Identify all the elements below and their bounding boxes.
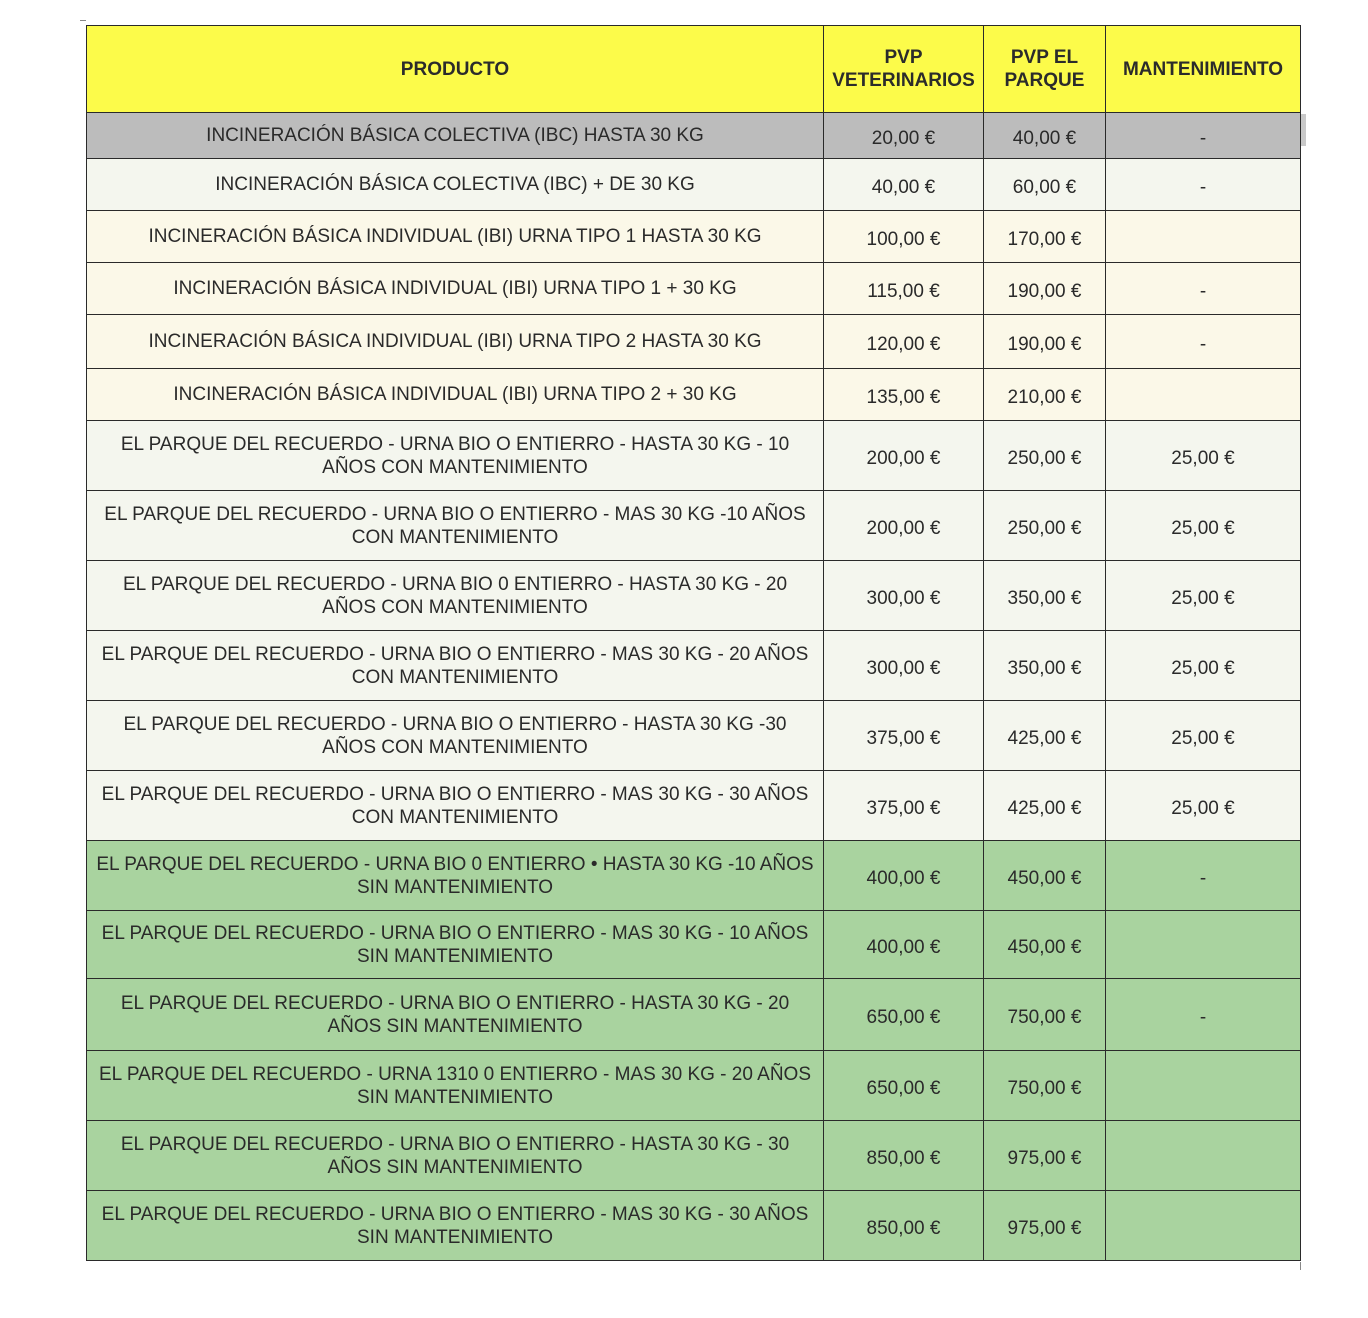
producto-cell: EL PARQUE DEL RECUERDO - URNA BIO O ENTIERRO - HASTA 30 KG - 10 AÑOS CON MANTENIMIENTO: [87, 421, 824, 491]
pvp-veterinarios-cell: 200,00 €: [824, 491, 984, 561]
pvp-el-parque-cell: 190,00 €: [984, 315, 1106, 369]
pvp-veterinarios-cell: 300,00 €: [824, 561, 984, 631]
pvp-veterinarios-cell: 650,00 €: [824, 979, 984, 1051]
mantenimiento-cell: -: [1106, 315, 1301, 369]
mantenimiento-cell: [1106, 1191, 1301, 1261]
mantenimiento-cell: [1106, 911, 1301, 979]
producto-cell: EL PARQUE DEL RECUERDO - URNA BIO O ENTIERRO - HASTA 30 KG -30 AÑOS CON MANTENIMIENTO: [87, 701, 824, 771]
table-body: [87, 113, 1301, 1261]
table-row: [87, 1191, 1301, 1261]
producto-cell: INCINERACIÓN BÁSICA INDIVIDUAL (IBI) URNA TIPO 2 + 30 KG: [87, 369, 824, 421]
mantenimiento-cell: [1106, 1051, 1301, 1121]
pvp-el-parque-cell: 250,00 €: [984, 421, 1106, 491]
pvp-el-parque-cell: 425,00 €: [984, 701, 1106, 771]
table-row: [87, 491, 1301, 561]
pvp-el-parque-cell: 210,00 €: [984, 369, 1106, 421]
pvp-veterinarios-cell: 120,00 €: [824, 315, 984, 369]
price-table: [86, 25, 1301, 1261]
pvp-veterinarios-cell: 100,00 €: [824, 211, 984, 263]
header-pvp-el-parque: PVP EL PARQUE: [984, 26, 1106, 113]
table-row: [87, 421, 1301, 491]
table-row: [87, 211, 1301, 263]
table-row: [87, 841, 1301, 911]
pvp-el-parque-cell: 975,00 €: [984, 1191, 1106, 1261]
producto-cell: EL PARQUE DEL RECUERDO - URNA BIO 0 ENTIERRO • HASTA 30 KG -10 AÑOS SIN MANTENIMIENTO: [87, 841, 824, 911]
mantenimiento-cell: 25,00 €: [1106, 561, 1301, 631]
table-row: [87, 159, 1301, 211]
table-row: [87, 631, 1301, 701]
pvp-veterinarios-cell: 850,00 €: [824, 1191, 984, 1261]
corner-mark: [80, 20, 86, 21]
producto-cell: EL PARQUE DEL RECUERDO - URNA BIO O ENTIERRO - HASTA 30 KG - 20 AÑOS SIN MANTENIMIENTO: [87, 979, 824, 1051]
table-row: [87, 911, 1301, 979]
table-row: [87, 1121, 1301, 1191]
producto-cell: EL PARQUE DEL RECUERDO - URNA BIO O ENTIERRO - MAS 30 KG - 30 AÑOS CON MANTENIMIENTO: [87, 771, 824, 841]
producto-cell: EL PARQUE DEL RECUERDO - URNA BIO O ENTIERRO - MAS 30 KG - 10 AÑOS SIN MANTENIMIENTO: [87, 911, 824, 979]
producto-cell: INCINERACIÓN BÁSICA INDIVIDUAL (IBI) URNA TIPO 1 HASTA 30 KG: [87, 211, 824, 263]
header-mantenimiento: MANTENIMIENTO: [1106, 26, 1301, 113]
pvp-el-parque-cell: 40,00 €: [984, 113, 1106, 159]
pvp-veterinarios-cell: 300,00 €: [824, 631, 984, 701]
producto-cell: EL PARQUE DEL RECUERDO - URNA BIO 0 ENTIERRO - HASTA 30 KG - 20 AÑOS CON MANTENIMIENTO: [87, 561, 824, 631]
mantenimiento-cell: 25,00 €: [1106, 631, 1301, 701]
producto-cell: EL PARQUE DEL RECUERDO - URNA BIO O ENTIERRO - HASTA 30 KG - 30 AÑOS SIN MANTENIMIENTO: [87, 1121, 824, 1191]
table-row: [87, 315, 1301, 369]
table-row: [87, 701, 1301, 771]
mantenimiento-cell: 25,00 €: [1106, 771, 1301, 841]
pvp-veterinarios-cell: 115,00 €: [824, 263, 984, 315]
producto-cell: INCINERACIÓN BÁSICA INDIVIDUAL (IBI) URNA TIPO 2 HASTA 30 KG: [87, 315, 824, 369]
table-row: [87, 263, 1301, 315]
pvp-el-parque-cell: 975,00 €: [984, 1121, 1106, 1191]
pvp-el-parque-cell: 170,00 €: [984, 211, 1106, 263]
table-row: [87, 771, 1301, 841]
table-row: [87, 369, 1301, 421]
mantenimiento-cell: 25,00 €: [1106, 421, 1301, 491]
mantenimiento-cell: -: [1106, 263, 1301, 315]
pvp-veterinarios-cell: 20,00 €: [824, 113, 984, 159]
pvp-veterinarios-cell: 135,00 €: [824, 369, 984, 421]
header-pvp-veterinarios: PVP VETERINARIOS: [824, 26, 984, 113]
pvp-el-parque-cell: 750,00 €: [984, 1051, 1106, 1121]
mantenimiento-cell: [1106, 211, 1301, 263]
pvp-veterinarios-cell: 850,00 €: [824, 1121, 984, 1191]
price-table-container: [86, 25, 1300, 1261]
table-row: [87, 979, 1301, 1051]
pvp-veterinarios-cell: 400,00 €: [824, 911, 984, 979]
pvp-el-parque-cell: 60,00 €: [984, 159, 1106, 211]
mantenimiento-cell: [1106, 1121, 1301, 1191]
pvp-el-parque-cell: 425,00 €: [984, 771, 1106, 841]
table-row: [87, 113, 1301, 159]
producto-cell: EL PARQUE DEL RECUERDO - URNA BIO O ENTIERRO - MAS 30 KG - 30 AÑOS SIN MANTENIMIENTO: [87, 1191, 824, 1261]
pvp-el-parque-cell: 250,00 €: [984, 491, 1106, 561]
pvp-veterinarios-cell: 40,00 €: [824, 159, 984, 211]
producto-cell: INCINERACIÓN BÁSICA INDIVIDUAL (IBI) URNA TIPO 1 + 30 KG: [87, 263, 824, 315]
mantenimiento-cell: [1106, 369, 1301, 421]
mantenimiento-cell: 25,00 €: [1106, 701, 1301, 771]
mantenimiento-cell: 25,00 €: [1106, 491, 1301, 561]
pvp-el-parque-cell: 350,00 €: [984, 631, 1106, 701]
header-producto: PRODUCTO: [87, 26, 824, 113]
pvp-el-parque-cell: 190,00 €: [984, 263, 1106, 315]
mantenimiento-cell: -: [1106, 979, 1301, 1051]
pvp-el-parque-cell: 750,00 €: [984, 979, 1106, 1051]
producto-cell: INCINERACIÓN BÁSICA COLECTIVA (IBC) HASTA 30 KG: [87, 113, 824, 159]
pvp-veterinarios-cell: 650,00 €: [824, 1051, 984, 1121]
mantenimiento-cell: -: [1106, 159, 1301, 211]
producto-cell: EL PARQUE DEL RECUERDO - URNA BIO O ENTIERRO - MAS 30 KG -10 AÑOS CON MANTENIMIENTO: [87, 491, 824, 561]
header-row: [87, 26, 1301, 113]
mantenimiento-cell: -: [1106, 841, 1301, 911]
pvp-veterinarios-cell: 375,00 €: [824, 701, 984, 771]
table-row: [87, 561, 1301, 631]
pvp-el-parque-cell: 450,00 €: [984, 841, 1106, 911]
pvp-veterinarios-cell: 400,00 €: [824, 841, 984, 911]
producto-cell: EL PARQUE DEL RECUERDO - URNA 1310 0 ENTIERRO - MAS 30 KG - 20 AÑOS SIN MANTENIMIENTO: [87, 1051, 824, 1121]
producto-cell: INCINERACIÓN BÁSICA COLECTIVA (IBC) + DE 30 KG: [87, 159, 824, 211]
corner-mark: [1300, 1262, 1301, 1270]
pvp-veterinarios-cell: 200,00 €: [824, 421, 984, 491]
mantenimiento-cell: -: [1106, 113, 1301, 159]
producto-cell: EL PARQUE DEL RECUERDO - URNA BIO O ENTIERRO - MAS 30 KG - 20 AÑOS CON MANTENIMIENTO: [87, 631, 824, 701]
pvp-el-parque-cell: 350,00 €: [984, 561, 1106, 631]
table-row: [87, 1051, 1301, 1121]
pvp-veterinarios-cell: 375,00 €: [824, 771, 984, 841]
pvp-el-parque-cell: 450,00 €: [984, 911, 1106, 979]
